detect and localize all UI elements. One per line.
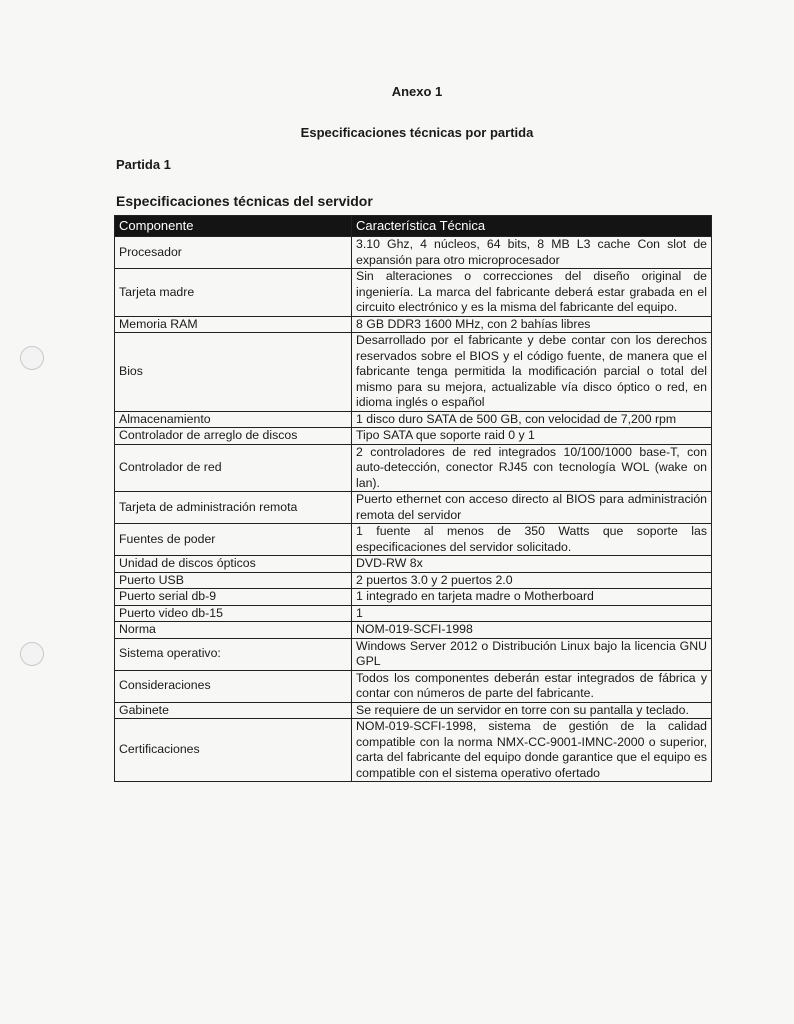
document-title: Especificaciones técnicas por partida [300,125,534,140]
table-row [115,719,712,782]
characteristic-cell: Puerto ethernet con acceso directo al BIOS para administración remota del servidor [352,492,712,524]
characteristic-cell: 2 puertos 3.0 y 2 puertos 2.0 [352,572,712,589]
table-title: Especificaciones técnicas del servidor [116,193,373,209]
characteristic-cell: DVD-RW 8x [352,556,712,573]
component-cell: Certificaciones [115,719,352,782]
table-row [115,670,712,702]
table-row [115,702,712,719]
component-cell: Puerto USB [115,572,352,589]
table-row [115,316,712,333]
component-cell: Norma [115,622,352,639]
table-row [115,428,712,445]
characteristic-cell: NOM-019-SCFI-1998 [352,622,712,639]
table-row [115,333,712,412]
component-cell: Sistema operativo: [115,638,352,670]
characteristic-cell: Windows Server 2012 o Distribución Linux bajo la licencia GNU GPL [352,638,712,670]
characteristic-cell: 1 disco duro SATA de 500 GB, con velocidad de 7,200 rpm [352,411,712,428]
table-row [115,269,712,317]
table-row [115,622,712,639]
specs-table [114,215,712,782]
component-cell: Tarjeta madre [115,269,352,317]
component-cell: Unidad de discos ópticos [115,556,352,573]
partida-heading: Partida 1 [116,157,171,172]
punch-hole-icon [20,346,44,370]
component-cell: Almacenamiento [115,411,352,428]
annex-heading: Anexo 1 [391,84,443,99]
characteristic-cell: 1 integrado en tarjeta madre o Motherboard [352,589,712,606]
characteristic-cell: 3.10 Ghz, 4 núcleos, 64 bits, 8 MB L3 cache Con slot de expansión para otro microprocesador [352,237,712,269]
characteristic-cell: Sin alteraciones o correcciones del diseño original de ingeniería. La marca del fabricante deberá estar grabada en el circuito electrónico y es la misma del fabricante del equipo. [352,269,712,317]
punch-hole-icon [20,642,44,666]
component-cell: Consideraciones [115,670,352,702]
table-row [115,605,712,622]
characteristic-cell: Desarrollado por el fabricante y debe contar con los derechos reservados sobre el BIOS y el código fuente, de manera que el fabricante tenga permitida la modificación parcial o total del mismo para su mejora, actualizable vía disco óptico o red, en idioma inglés o español [352,333,712,412]
characteristic-cell: Tipo SATA que soporte raid 0 y 1 [352,428,712,445]
characteristic-cell: 2 controladores de red integrados 10/100/1000 base-T, con auto-detección, conector RJ45 con tecnología WOL (wake on lan). [352,444,712,492]
component-cell: Gabinete [115,702,352,719]
component-cell: Puerto serial db-9 [115,589,352,606]
characteristic-cell: Se requiere de un servidor en torre con su pantalla y teclado. [352,702,712,719]
table-row [115,589,712,606]
component-cell: Controlador de red [115,444,352,492]
component-cell: Memoria RAM [115,316,352,333]
characteristic-cell: NOM-019-SCFI-1998, sistema de gestión de la calidad compatible con la norma NMX-CC-9001-IMNC-2000 o superior, carta del fabricante del equipo donde garantice que el equipo es compatible con el sistema operativo ofertado [352,719,712,782]
table-row [115,492,712,524]
component-cell: Fuentes de poder [115,524,352,556]
component-cell: Procesador [115,237,352,269]
characteristic-cell: 8 GB DDR3 1600 MHz, con 2 bahías libres [352,316,712,333]
table-row [115,411,712,428]
table-row [115,237,712,269]
component-cell: Puerto video db-15 [115,605,352,622]
characteristic-cell: 1 [352,605,712,622]
characteristic-cell: 1 fuente al menos de 350 Watts que soporte las especificaciones del servidor solicitado. [352,524,712,556]
characteristic-cell: Todos los componentes deberán estar integrados de fábrica y contar con números de parte del fabricante. [352,670,712,702]
table-row [115,524,712,556]
component-cell: Bios [115,333,352,412]
table-row [115,444,712,492]
component-cell: Controlador de arreglo de discos [115,428,352,445]
column-header-component: Componente [115,216,352,237]
component-cell: Tarjeta de administración remota [115,492,352,524]
table-row [115,556,712,573]
column-header-characteristic: Característica Técnica [352,216,712,237]
table-header-row [115,216,712,237]
table-row [115,572,712,589]
table-row [115,638,712,670]
